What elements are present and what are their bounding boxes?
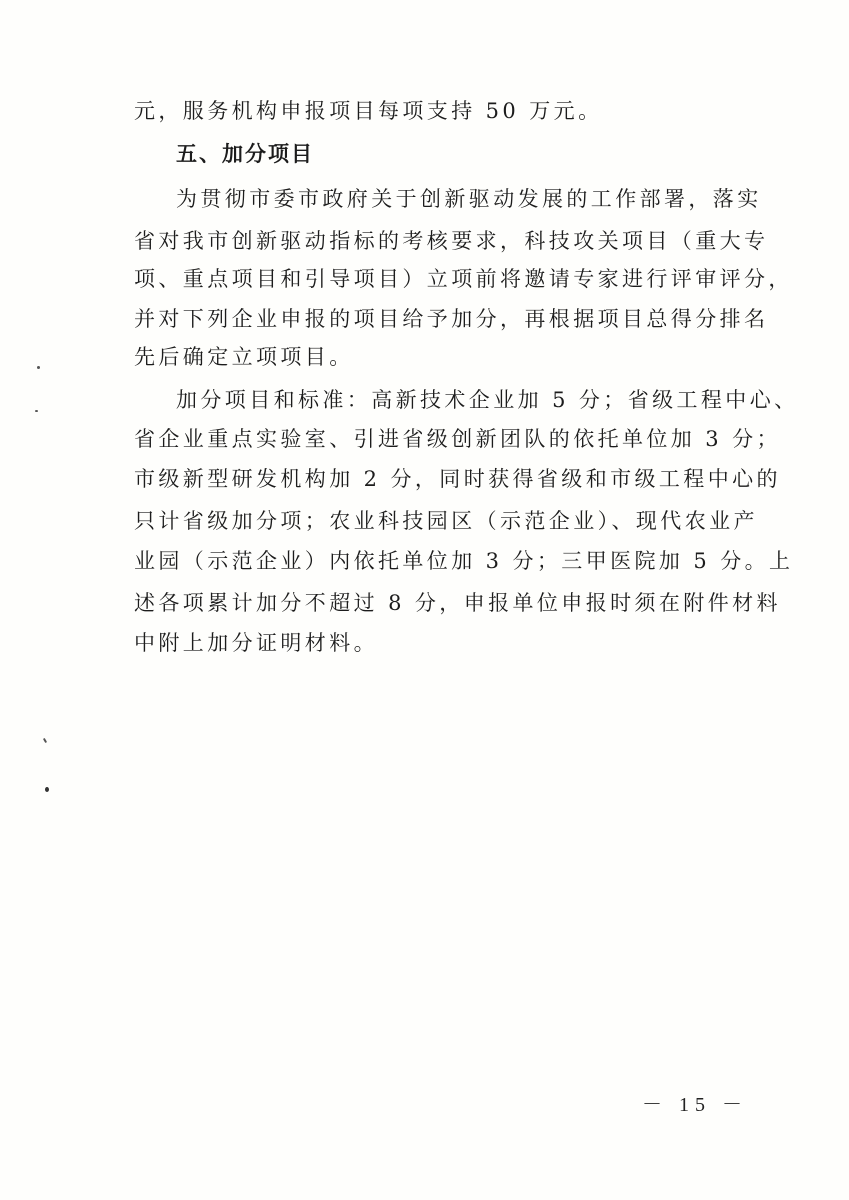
paragraph-2-line-7: 中附上加分证明材料。 [134, 631, 378, 655]
paragraph-2-line-5: 业园（示范企业）内依托单位加 3 分；三甲医院加 5 分。上 [134, 549, 794, 573]
paragraph-1-line-4: 并对下列企业申报的项目给予加分，再根据项目总得分排名 [134, 307, 769, 331]
scan-speck-2 [35, 410, 38, 412]
paragraph-2-line-6: 述各项累计加分不超过 8 分，申报单位申报时须在附件材料 [134, 591, 781, 615]
paragraph-1-line-3: 项、重点项目和引导项目）立项前将邀请专家进行评审评分， [134, 267, 793, 291]
paragraph-2-line-4: 只计省级加分项；农业科技园区（示范企业）、现代农业产 [134, 509, 758, 533]
scan-speck-3 [43, 738, 47, 743]
paragraph-2-line-2: 省企业重点实验室、引进省级创新团队的依托单位加 3 分； [134, 427, 781, 451]
page-number: － 15 － [642, 1094, 748, 1116]
paragraph-1-line-2: 省对我市创新驱动指标的考核要求，科技攻关项目（重大专 [134, 229, 769, 253]
paragraph-1-line-5: 先后确定立项项目。 [134, 345, 354, 369]
scan-speck-1 [37, 366, 40, 369]
text-line-1: 元，服务机构申报项目每项支持 50 万元。 [134, 99, 603, 123]
section-heading: 五、加分项目 [176, 142, 314, 166]
paragraph-1-line-1: 为贯彻市委市政府关于创新驱动发展的工作部署，落实 [176, 187, 762, 211]
paragraph-2-line-3: 市级新型研发机构加 2 分，同时获得省级和市级工程中心的 [134, 467, 781, 491]
paragraph-2-line-1: 加分项目和标准：高新技术企业加 5 分；省级工程中心、 [176, 388, 799, 412]
scan-speck-4 [45, 787, 49, 792]
